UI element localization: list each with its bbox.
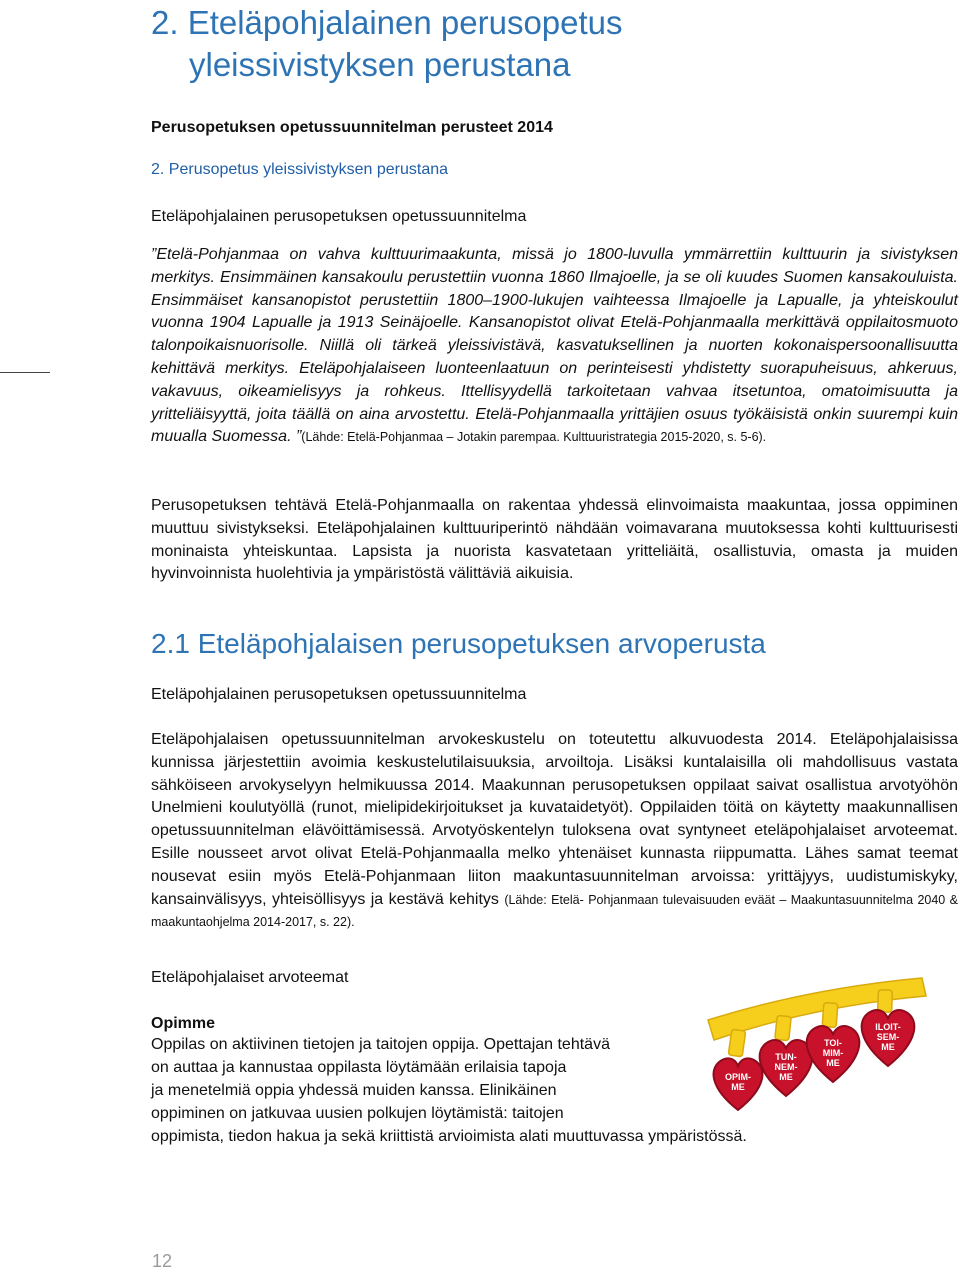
subheading-local-ops: Eteläpohjalainen perusopetuksen opetussuunnitelma (151, 208, 527, 225)
value-medals-illustration (700, 968, 928, 1113)
opimme-text (151, 1033, 747, 1148)
page-number: 12 (152, 1251, 173, 1271)
tehtava-paragraph: Perusopetuksen tehtävä Etelä-Pohjanmaalla on rakentaa yhdessä elinvoimaista maakuntaa, jossa oppiminen muuttuu sivistykseksi. Eteläpohjalainen kulttuuriperintö nähdään voimavarana muutoksessa kohti kulttuurisesti moninaista yhteiskuntaa. Lapsista ja nuorista kasvatetaan yritteliäitä, osallistuvia, omasta ja muiden hyvinvoinnista huolehtivia ja ympäristöstä välittäviä aikuisia. (151, 497, 958, 583)
subheading-opimme: Opimme (151, 1015, 216, 1032)
page-title-line2: yleissivistyksen perustana (189, 46, 571, 83)
medal-label-line: ME (731, 1082, 745, 1092)
page-title (151, 2, 911, 86)
medal-label-line: SEM- (876, 1032, 900, 1042)
medal-label-line: ME (826, 1058, 840, 1068)
arvo-text: Eteläpohjalaisen opetussuunnitelman arvokeskustelu on toteutettu alkuvuodesta 2014. Eteläpohjalaisissa kunnissa järjestettiin avoimia keskustelutilaisuuksia, arvoiltoja. Lisäksi kuntalaisilla oli mahdollisuus vastata sähköiseen arvokyselyyn helmikuussa 2014. Maakunnan perusopetuksen oppilaat saivat osallistua arvotyöhön Unelmieni koulutyöllä (runot, mielipidekirjoitukset ja kuvataidetyöt). Oppilaiden töitä on käytetty maakunnallisen opetussuunnitelman elävöittämisessä. Arvotyöskentelyn tuloksena ovat syntyneet eteläpohjalaiset arvoteemat. Esille nousseet arvot olivat Etelä-Pohjanmaalla melko yhtenäiset kunnasta riippumatta. Lähes samat teemat nousevat esiin myös Etelä-Pohjanmaan liiton maakuntasuunnitelman arvoissa: yrittäjyys, uudistumiskyky, kansainvälisyys, yhteisöllisyys ja kestävä kehitys (151, 731, 958, 908)
opimme-line: ja menetelmiä oppia yhdessä muiden kanssa. Elinikäinen (151, 1082, 557, 1099)
medal-label-line: OPIM- (725, 1072, 751, 1082)
opimme-line: oppiminen on jatkuvaa uusien polkujen löytämistä: taitojen (151, 1105, 564, 1122)
medal-label-line: ILOIT- (875, 1022, 901, 1032)
medal-label-line: MIM- (822, 1048, 844, 1058)
arvo-source: (Lähde: Etelä- Pohjanmaan tulevaisuuden eväät – Maakuntasuunnitelma 2040 & maakuntaohjelma 2014-2017, s. 22). (151, 892, 959, 930)
opimme-line: oppimista, tiedon hakua ja sekä kriittistä arvioimista alati muuttuvassa ympäristössä. (151, 1128, 747, 1145)
margin-rule (0, 372, 50, 373)
section-heading-2-1: 2.1 Eteläpohjalaisen perusopetuksen arvoperusta (151, 628, 766, 659)
subheading-ops2014: Perusopetuksen opetussuunnitelman perusteet 2014 (151, 119, 553, 136)
quote-text: ”Etelä-Pohjanmaa on vahva kulttuurimaakunta, missä jo 1800-luvulla ymmärrettiin kulttuurin ja sivistyksen merkitys. Ensimmäinen kansakoulu perustettiin vuonna 1860 Ilmajoelle, ja se oli kuudes Suomen kansakouluista. Ensimmäiset kansanopistot perustettiin 1800–1900-lukujen vaihteessa Ilmajoelle ja Lapualle, ja yhteiskoulut vuonna 1904 Lapualle ja 1913 Seinäjoelle. Kansanopistot olivat Etelä-Pohjanmaalla merkittävä oppilaitosmuoto talonpoikaisnuorisolle. Niillä oli tärkeä yleissivistävä, kasvatuksellinen ja nuorten kokonaispersoonallisuutta kehittävä merkitys. Eteläpohjalaiseen luonteenlaatuun on perinteisesti yhdistetty suorapuheisuus, ahkeruus, vakavuus, oikeamielisyys ja rohkeus. Ittellisyydellä tarkoitetaan vahvaa itsetuntoa, omatoimisuutta ja yritteliäisyyttä, joita täällä on aina arvostettu. Etelä-Pohjanmaalla yrittäjien osuus työkäisistä onkin suurempi kuin muualla Suomessa. ” (151, 246, 958, 446)
opimme-line: on auttaa ja kannustaa oppilasta löytämään erilaisia tapoja (151, 1059, 567, 1076)
subheading-local-ops-2: Eteläpohjalainen perusopetuksen opetussuunnitelma (151, 686, 527, 703)
opimme-line: Oppilas on aktiivinen tietojen ja taitojen oppija. Opettajan tehtävä (151, 1036, 610, 1053)
medal-label-line: NEM- (774, 1062, 798, 1072)
medal-label-line: ME (779, 1072, 793, 1082)
quote-paragraph (151, 244, 958, 449)
medal-label-line: TOI- (824, 1038, 842, 1048)
quote-source: (Lähde: Etelä-Pohjanmaa – Jotakin parempaa. Kulttuuristrategia 2015-2020, s. 5-6). (301, 430, 767, 445)
arvo-paragraph (151, 729, 958, 934)
medal-label-line: TUN- (775, 1052, 797, 1062)
page-title-line1: 2. Eteläpohjalainen perusopetus (151, 4, 623, 41)
subheading-arvoteemat: Eteläpohjalaiset arvoteemat (151, 969, 349, 986)
medal-label-line: ME (881, 1042, 895, 1052)
perusopetus-link[interactable]: 2. Perusopetus yleissivistyksen perustana (151, 161, 449, 178)
